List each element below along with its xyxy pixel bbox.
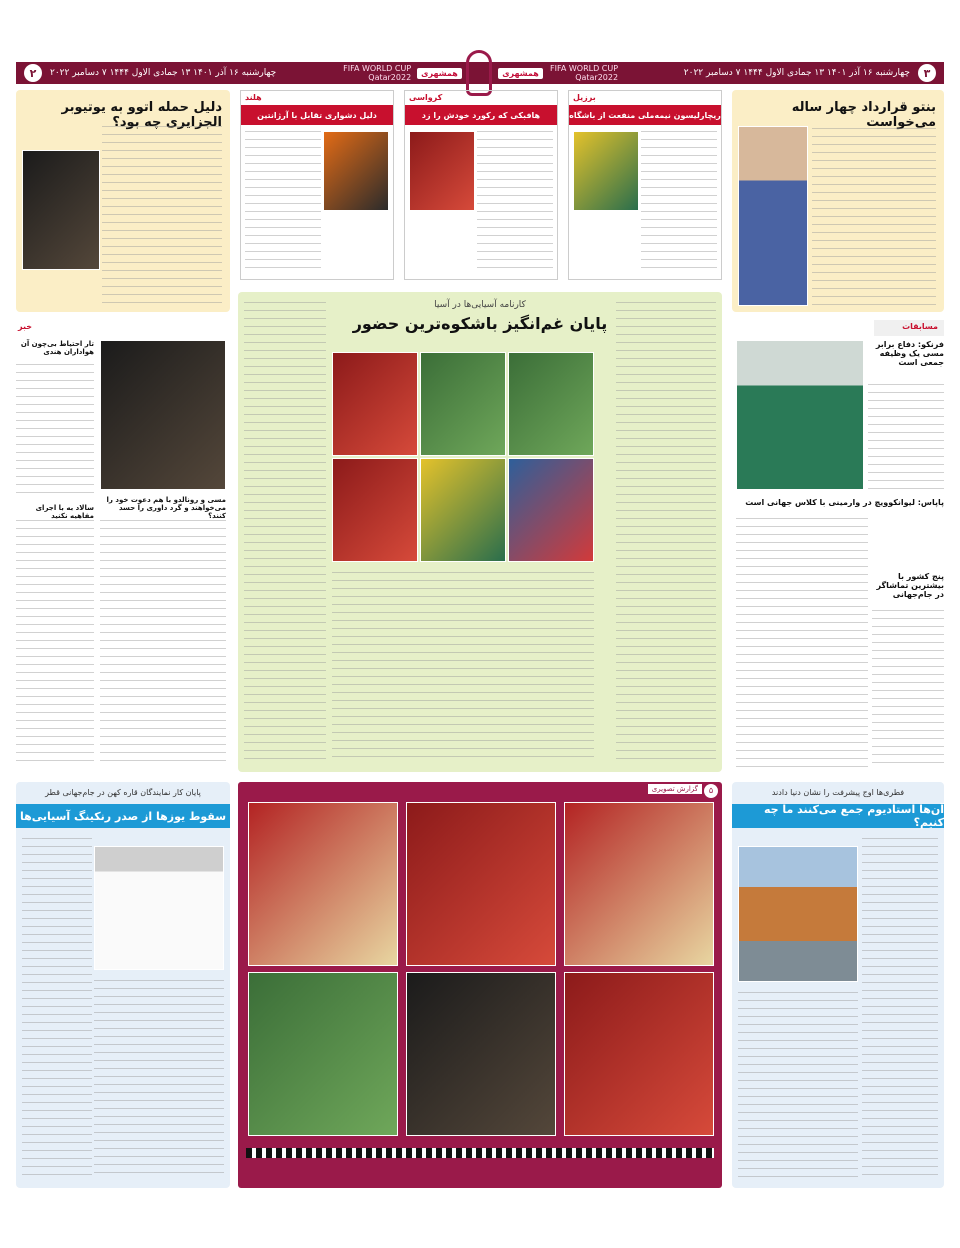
card-brazil-photo bbox=[573, 131, 639, 211]
right-mid-subtitle: پاپاس: لیوانکوویچ در وارمینی با کلاس جهانی است bbox=[745, 498, 944, 507]
feature-photo-1 bbox=[508, 352, 594, 456]
date-left: چهارشنبه ۱۶ آذر ۱۴۰۱ ۱۳ جمادی الاول ۱۴۴۴ ۷ دسامبر ۲۰۲۲ bbox=[50, 68, 277, 78]
feature-col-mid bbox=[332, 572, 594, 762]
photo-reportage bbox=[238, 782, 722, 1188]
header-right bbox=[618, 64, 936, 82]
left-mid-body-3 bbox=[16, 520, 94, 768]
newspaper-logo-left: همشهری bbox=[417, 68, 462, 79]
left-mid-column bbox=[16, 320, 230, 772]
left-mid-title: تار احتیاط بی‌چون آن هواداران هندی bbox=[20, 340, 94, 356]
right-mid-body bbox=[868, 384, 944, 494]
right-mid-sub2: پنج کشور با بیشترین تماشاگر در جام‌جهانی bbox=[876, 572, 944, 599]
article-eto-body bbox=[102, 126, 222, 306]
reportage-photo-2 bbox=[406, 802, 556, 966]
card-netherlands-body bbox=[245, 131, 321, 271]
wc-label-right: FIFA WORLD CUP Qatar2022 bbox=[550, 64, 619, 82]
feature-col-right bbox=[616, 302, 716, 766]
left-mid-label: خبر bbox=[18, 322, 33, 331]
right-mid-body-2 bbox=[736, 518, 868, 768]
newspaper-logo: همشهری bbox=[498, 68, 543, 79]
reportage-photo-6 bbox=[248, 972, 398, 1136]
reportage-photo-4 bbox=[564, 972, 714, 1136]
stadium-body-2 bbox=[738, 992, 858, 1178]
header-left bbox=[24, 64, 342, 82]
feature-photo-2 bbox=[420, 352, 506, 456]
reportage-number: ۵ bbox=[704, 784, 718, 798]
iran-body-1 bbox=[22, 838, 92, 1178]
left-mid-caption: مسی و رونالدو با هم دعوت خود را می‌خواهند و گرد داوری را حسد کنند؟ bbox=[106, 496, 226, 520]
card-croatia-title: هافبکی که رکورد خودش را زد bbox=[405, 105, 557, 125]
newspaper-spread bbox=[16, 88, 944, 1188]
card-brazil-tag: برزیل bbox=[573, 93, 596, 102]
feature-photo-5 bbox=[420, 458, 506, 562]
reportage-photo-5 bbox=[406, 972, 556, 1136]
stadium-kicker: فطری‌ها اوج پیشرفت را نشان دنیا دادند bbox=[771, 788, 905, 797]
stadium-body-1 bbox=[862, 838, 938, 1178]
feature-asian-teams bbox=[238, 292, 722, 772]
left-mid-sub: سالاد به با اجرای مفاهیه نکنید bbox=[35, 504, 94, 520]
eto-photo bbox=[22, 150, 100, 270]
card-netherlands bbox=[240, 90, 394, 280]
messi-ronaldo-photo bbox=[100, 340, 226, 490]
feature-photo-3 bbox=[332, 352, 418, 456]
card-croatia-body bbox=[477, 131, 553, 271]
card-brazil bbox=[568, 90, 722, 280]
article-bento-body bbox=[812, 128, 936, 306]
feature-title: پایان غم‌انگیز باشکوه‌ترین حضور bbox=[352, 314, 608, 333]
article-iran bbox=[16, 782, 230, 1188]
card-netherlands-title: دلیل دشواری تقابل با آرژانتین bbox=[241, 105, 393, 125]
filmstrip-decoration bbox=[246, 1148, 714, 1158]
left-mid-body-1 bbox=[16, 364, 94, 498]
iran-title: سقوط یوزها از صدر رنکینگ آسیایی‌ها bbox=[16, 804, 230, 828]
page-number-left: ۲ bbox=[24, 64, 42, 82]
iran-player-photo bbox=[94, 846, 224, 970]
bento-photo bbox=[738, 126, 808, 306]
reportage-label: گزارش تصویری bbox=[648, 784, 702, 794]
right-mid-body-3 bbox=[872, 610, 944, 768]
card-brazil-body bbox=[641, 131, 717, 271]
stadium-title: آن‌ها استادیوم جمع می‌کنند ما چه کنیم؟ bbox=[732, 804, 944, 828]
right-mid-column bbox=[732, 320, 944, 772]
stadium-photo bbox=[738, 846, 858, 982]
coach-photo bbox=[736, 340, 864, 490]
card-netherlands-photo bbox=[323, 131, 389, 211]
card-croatia-photo bbox=[409, 131, 475, 211]
card-croatia bbox=[404, 90, 558, 280]
article-eto bbox=[16, 90, 230, 312]
article-bento bbox=[732, 90, 944, 312]
feature-photo-6 bbox=[332, 458, 418, 562]
wc-label-left: FIFA WORLD CUP Qatar2022 bbox=[343, 64, 412, 82]
article-bento-title: بنتو قرارداد چهار ساله می‌خواست bbox=[791, 100, 936, 130]
iran-kicker: پایان کار نمایندگان قاره کهن در جام‌جهانی قطر bbox=[45, 788, 201, 797]
page-number-right: ۳ bbox=[918, 64, 936, 82]
card-croatia-tag: کرواسی bbox=[409, 93, 443, 102]
date-right: چهارشنبه ۱۶ آذر ۱۴۰۱ ۱۳ جمادی الاول ۱۴۴۴ ۷ دسامبر ۲۰۲۲ bbox=[683, 68, 910, 78]
article-stadiums bbox=[732, 782, 944, 1188]
right-mid-label: مسابقات bbox=[902, 322, 938, 331]
card-brazil-title: ریچارلیسون نیمه‌ملی منفعت از باشگاه bbox=[569, 105, 721, 125]
player-cards bbox=[238, 90, 722, 280]
feature-photo-4 bbox=[508, 458, 594, 562]
article-eto-title: دلیل حمله اتوو به یوتیوبر الجزایری چه بود؟ bbox=[61, 100, 222, 130]
card-netherlands-tag: هلند bbox=[245, 93, 262, 102]
iran-body-2 bbox=[94, 980, 224, 1178]
right-mid-title: فرنکو: دفاع برابر مسی یک وظیفه جمعی است bbox=[875, 340, 944, 367]
reportage-photo-1 bbox=[564, 802, 714, 966]
feature-kicker: کارنامه آسیایی‌ها در آسیا bbox=[434, 300, 526, 310]
reportage-photo-3 bbox=[248, 802, 398, 966]
left-mid-body-2 bbox=[100, 520, 226, 768]
feature-col-left bbox=[244, 302, 326, 766]
